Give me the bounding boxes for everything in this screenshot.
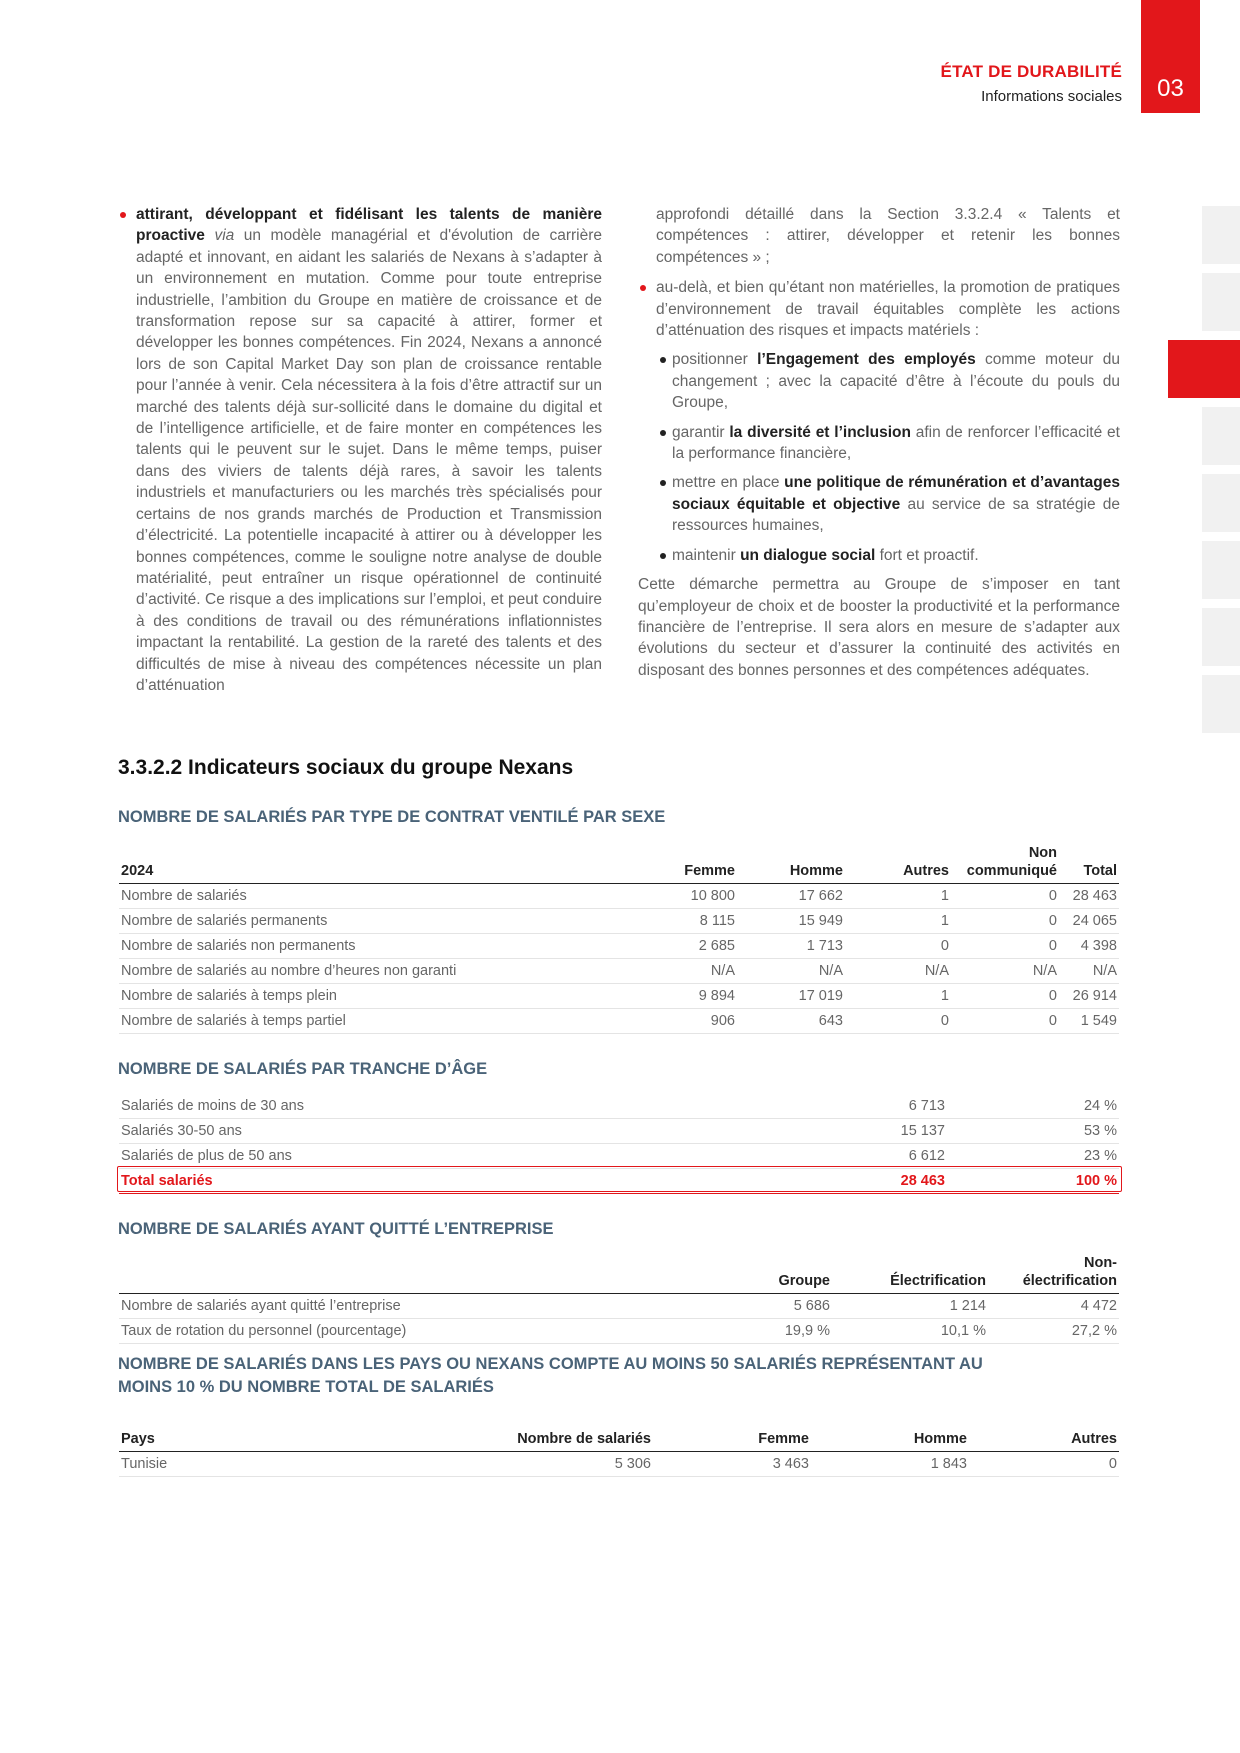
cell-value: N/A xyxy=(643,959,737,984)
col-year: 2024 xyxy=(119,842,643,884)
table-row xyxy=(119,1094,1119,1119)
right-column xyxy=(638,204,1120,681)
table-row xyxy=(119,884,1119,909)
sub-bullet-engagement: positionner l’Engagement des employés comme moteur du changement ; avec la capacité d’être à l’écoute du pouls du Groupe, xyxy=(638,349,1120,413)
table-countries xyxy=(119,1428,1119,1477)
col-pays: Pays xyxy=(119,1428,423,1452)
cell-value: 0 xyxy=(951,909,1059,934)
bullet-talents: attirant, développant et fidélisant les talents de manière proactive via un modèle managérial et d'évolution de carrière adapté et innovant, en aidant les salariés de Nexans à s’adapter à un environnement en mutation. Comme pour toute entreprise industrielle, l’ambition du Groupe en matière de croissance et de transformation repose sur sa capacité à attirer, former et développer les bonnes compétences. Fin 2024, Nexans a annoncé lors de son Capital Market Day son plan de croissance rentable pour l’année à venir. Cela nécessitera à la fois d’être attractif sur un marché des talents déjà sur-sollicité dans le domaine du digital et de l’intelligence artificielle, et de faire monter en compétences les talents qui le peuvent sur le sujet. Dans le même temps, puiser dans des viviers de talents déjà rares, à savoir les talents industriels et manufacturiers ou les marchés très spécialisés pour certains de nos grands marchés de Production et Transmission d’électricité. La potentielle incapacité à attirer ou à développer les bonnes compétences, comme le souligne notre analyse de double matérialité, peut entraîner un risque opérationnel de continuité d’activité. Ce risque a des implications sur l’emploi, et peut conduire à des conditions de travail ou des rémunérations inflationnistes impactant la rentabilité. La gestion de la rareté des talents et des difficultés de mise à niveau des compétences nécessite un plan d’atténuation xyxy=(118,204,602,696)
table-row xyxy=(119,1319,1119,1344)
chapter-tab[interactable] xyxy=(1202,206,1240,264)
row-label: Nombre de salariés à temps plein xyxy=(119,984,643,1009)
table-row xyxy=(119,1452,1119,1477)
cell-value: 24 % xyxy=(947,1094,1119,1119)
cell-value: 9 894 xyxy=(643,984,737,1009)
table-row xyxy=(119,909,1119,934)
cell-value: N/A xyxy=(737,959,845,984)
cell-value: 19,9 % xyxy=(723,1319,832,1344)
col-electrification: Électrification xyxy=(832,1252,988,1294)
chapter-tab[interactable] xyxy=(1202,608,1240,666)
cell-value: N/A xyxy=(845,959,951,984)
col-autres: Autres xyxy=(969,1428,1119,1452)
table-row xyxy=(119,934,1119,959)
col-femme: Femme xyxy=(643,842,737,884)
cell-value: 0 xyxy=(845,1009,951,1034)
col-homme: Homme xyxy=(737,842,845,884)
row-label: Tunisie xyxy=(119,1452,423,1477)
closing-paragraph: Cette démarche permettra au Groupe de s’imposer en tant qu’employeur de choix et de booster la productivité et la performance financière de l’entreprise. Il sera alors en mesure de s’adapter aux évolutions du secteur et d’assurer la continuité des activités en disposant des bonnes personnes et des compétences adéquates. xyxy=(638,576,1120,679)
chapter-tabs xyxy=(1202,206,1240,742)
cell-value: 0 xyxy=(951,884,1059,909)
col-homme: Homme xyxy=(811,1428,969,1452)
cell-value: 15 949 xyxy=(737,909,845,934)
table4-heading: NOMBRE DE SALARIÉS DANS LES PAYS OU NEXANS COMPTE AU MOINS 50 SALARIÉS REPRÉSENTANT AU MOINS 10 % DU NOMBRE TOTAL DE SALARIÉS xyxy=(118,1355,983,1396)
cell-value: 1 843 xyxy=(811,1452,969,1477)
table-row xyxy=(119,984,1119,1009)
cell-value: 17 019 xyxy=(737,984,845,1009)
cell-value: 17 662 xyxy=(737,884,845,909)
cell-value: 10,1 % xyxy=(832,1319,988,1344)
row-label: Taux de rotation du personnel (pourcentage) xyxy=(119,1319,723,1344)
bullet-practices: au-delà, et bien qu’étant non matérielles, la promotion de pratiques d’environnement de travail équitables complète les actions d’atténuation des risques et impacts matériels : xyxy=(638,277,1120,341)
row-label: Nombre de salariés permanents xyxy=(119,909,643,934)
cell-value: 1 xyxy=(845,984,951,1009)
cell-value: 5 686 xyxy=(723,1294,832,1319)
sub-bullet-remuneration: mettre en place une politique de rémunération et d’avantages sociaux équitable et objective au service de sa stratégie de ressources humaines, xyxy=(638,472,1120,536)
continued-text: approfondi détaillé dans la Section 3.3.2.4 « Talents et compétences : attirer, développer et retenir les bonnes compétences » ; xyxy=(656,206,1120,266)
table3-heading: NOMBRE DE SALARIÉS AYANT QUITTÉ L’ENTREPRISE xyxy=(118,1220,554,1238)
table-row xyxy=(119,1144,1119,1169)
cell-value: 0 xyxy=(951,1009,1059,1034)
cell-value: 3 463 xyxy=(653,1452,811,1477)
cell-value: 6 612 xyxy=(863,1144,947,1169)
table-row xyxy=(119,959,1119,984)
chapter-tab[interactable] xyxy=(1202,273,1240,331)
section-title: 3.3.2.2 Indicateurs sociaux du groupe Nexans xyxy=(118,756,574,779)
cell-value: 0 xyxy=(951,934,1059,959)
cell-value: 53 % xyxy=(947,1119,1119,1144)
col-non-electrification: Non-électrification xyxy=(988,1252,1119,1294)
cell-value: 643 xyxy=(737,1009,845,1034)
chapter-tab[interactable] xyxy=(1202,675,1240,733)
left-column xyxy=(118,204,602,704)
col-nombre-salaries: Nombre de salariés xyxy=(423,1428,653,1452)
chapter-number-badge: 03 xyxy=(1141,0,1200,113)
table-departures xyxy=(119,1252,1119,1344)
cell-value: N/A xyxy=(951,959,1059,984)
row-label: Total salariés xyxy=(119,1169,863,1194)
cell-value: 0 xyxy=(845,934,951,959)
cell-value: 0 xyxy=(969,1452,1119,1477)
cell-value: 906 xyxy=(643,1009,737,1034)
sub-bullet-diversity: garantir la diversité et l’inclusion afin de renforcer l’efficacité et la performance financière, xyxy=(638,422,1120,465)
row-label: Nombre de salariés au nombre d’heures non garanti xyxy=(119,959,643,984)
header-title: ÉTAT DE DURABILITÉ xyxy=(940,62,1122,81)
total-highlight-box xyxy=(117,1166,1122,1192)
col-groupe: Groupe xyxy=(723,1252,832,1294)
cell-value: 28 463 xyxy=(1059,884,1119,909)
table-row xyxy=(119,1009,1119,1034)
col-non-communique: Non communiqué xyxy=(951,842,1059,884)
cell-value: 24 065 xyxy=(1059,909,1119,934)
cell-value: 10 800 xyxy=(643,884,737,909)
row-label: Salariés 30-50 ans xyxy=(119,1119,863,1144)
row-label: Salariés de plus de 50 ans xyxy=(119,1144,863,1169)
table-contract-type xyxy=(119,842,1119,1034)
cell-value: 4 398 xyxy=(1059,934,1119,959)
cell-value: 23 % xyxy=(947,1144,1119,1169)
col-total: Total xyxy=(1059,842,1119,884)
cell-value: 15 137 xyxy=(863,1119,947,1144)
row-label: Nombre de salariés non permanents xyxy=(119,934,643,959)
chapter-tab[interactable] xyxy=(1202,407,1240,465)
cell-value: 1 214 xyxy=(832,1294,988,1319)
table-row xyxy=(119,1119,1119,1144)
cell-value: 100 % xyxy=(947,1169,1119,1194)
cell-value: 1 549 xyxy=(1059,1009,1119,1034)
cell-value: 2 685 xyxy=(643,934,737,959)
table-row xyxy=(119,1294,1119,1319)
cell-value: 28 463 xyxy=(863,1169,947,1194)
row-label: Nombre de salariés ayant quitté l’entreprise xyxy=(119,1294,723,1319)
cell-value: 1 xyxy=(845,884,951,909)
cell-value: 26 914 xyxy=(1059,984,1119,1009)
cell-value: 27,2 % xyxy=(988,1319,1119,1344)
col-autres: Autres xyxy=(845,842,951,884)
cell-value: 6 713 xyxy=(863,1094,947,1119)
cell-value: 4 472 xyxy=(988,1294,1119,1319)
chapter-tab[interactable] xyxy=(1168,340,1240,398)
cell-value: 8 115 xyxy=(643,909,737,934)
cell-value: 1 xyxy=(845,909,951,934)
chapter-tab[interactable] xyxy=(1202,474,1240,532)
header-subtitle: Informations sociales xyxy=(981,88,1122,105)
cell-value: 5 306 xyxy=(423,1452,653,1477)
table1-heading: NOMBRE DE SALARIÉS PAR TYPE DE CONTRAT VENTILÉ PAR SEXE xyxy=(118,808,666,826)
row-label: Salariés de moins de 30 ans xyxy=(119,1094,863,1119)
row-label: Nombre de salariés xyxy=(119,884,643,909)
row-label: Nombre de salariés à temps partiel xyxy=(119,1009,643,1034)
cell-value: 1 713 xyxy=(737,934,845,959)
col-femme: Femme xyxy=(653,1428,811,1452)
sub-bullet-dialogue: maintenir un dialogue social fort et proactif. xyxy=(638,545,1120,566)
running-header xyxy=(941,62,1122,105)
table2-heading: NOMBRE DE SALARIÉS PAR TRANCHE D’ÂGE xyxy=(118,1060,488,1078)
cell-value: 0 xyxy=(951,984,1059,1009)
cell-value: N/A xyxy=(1059,959,1119,984)
chapter-tab[interactable] xyxy=(1202,541,1240,599)
